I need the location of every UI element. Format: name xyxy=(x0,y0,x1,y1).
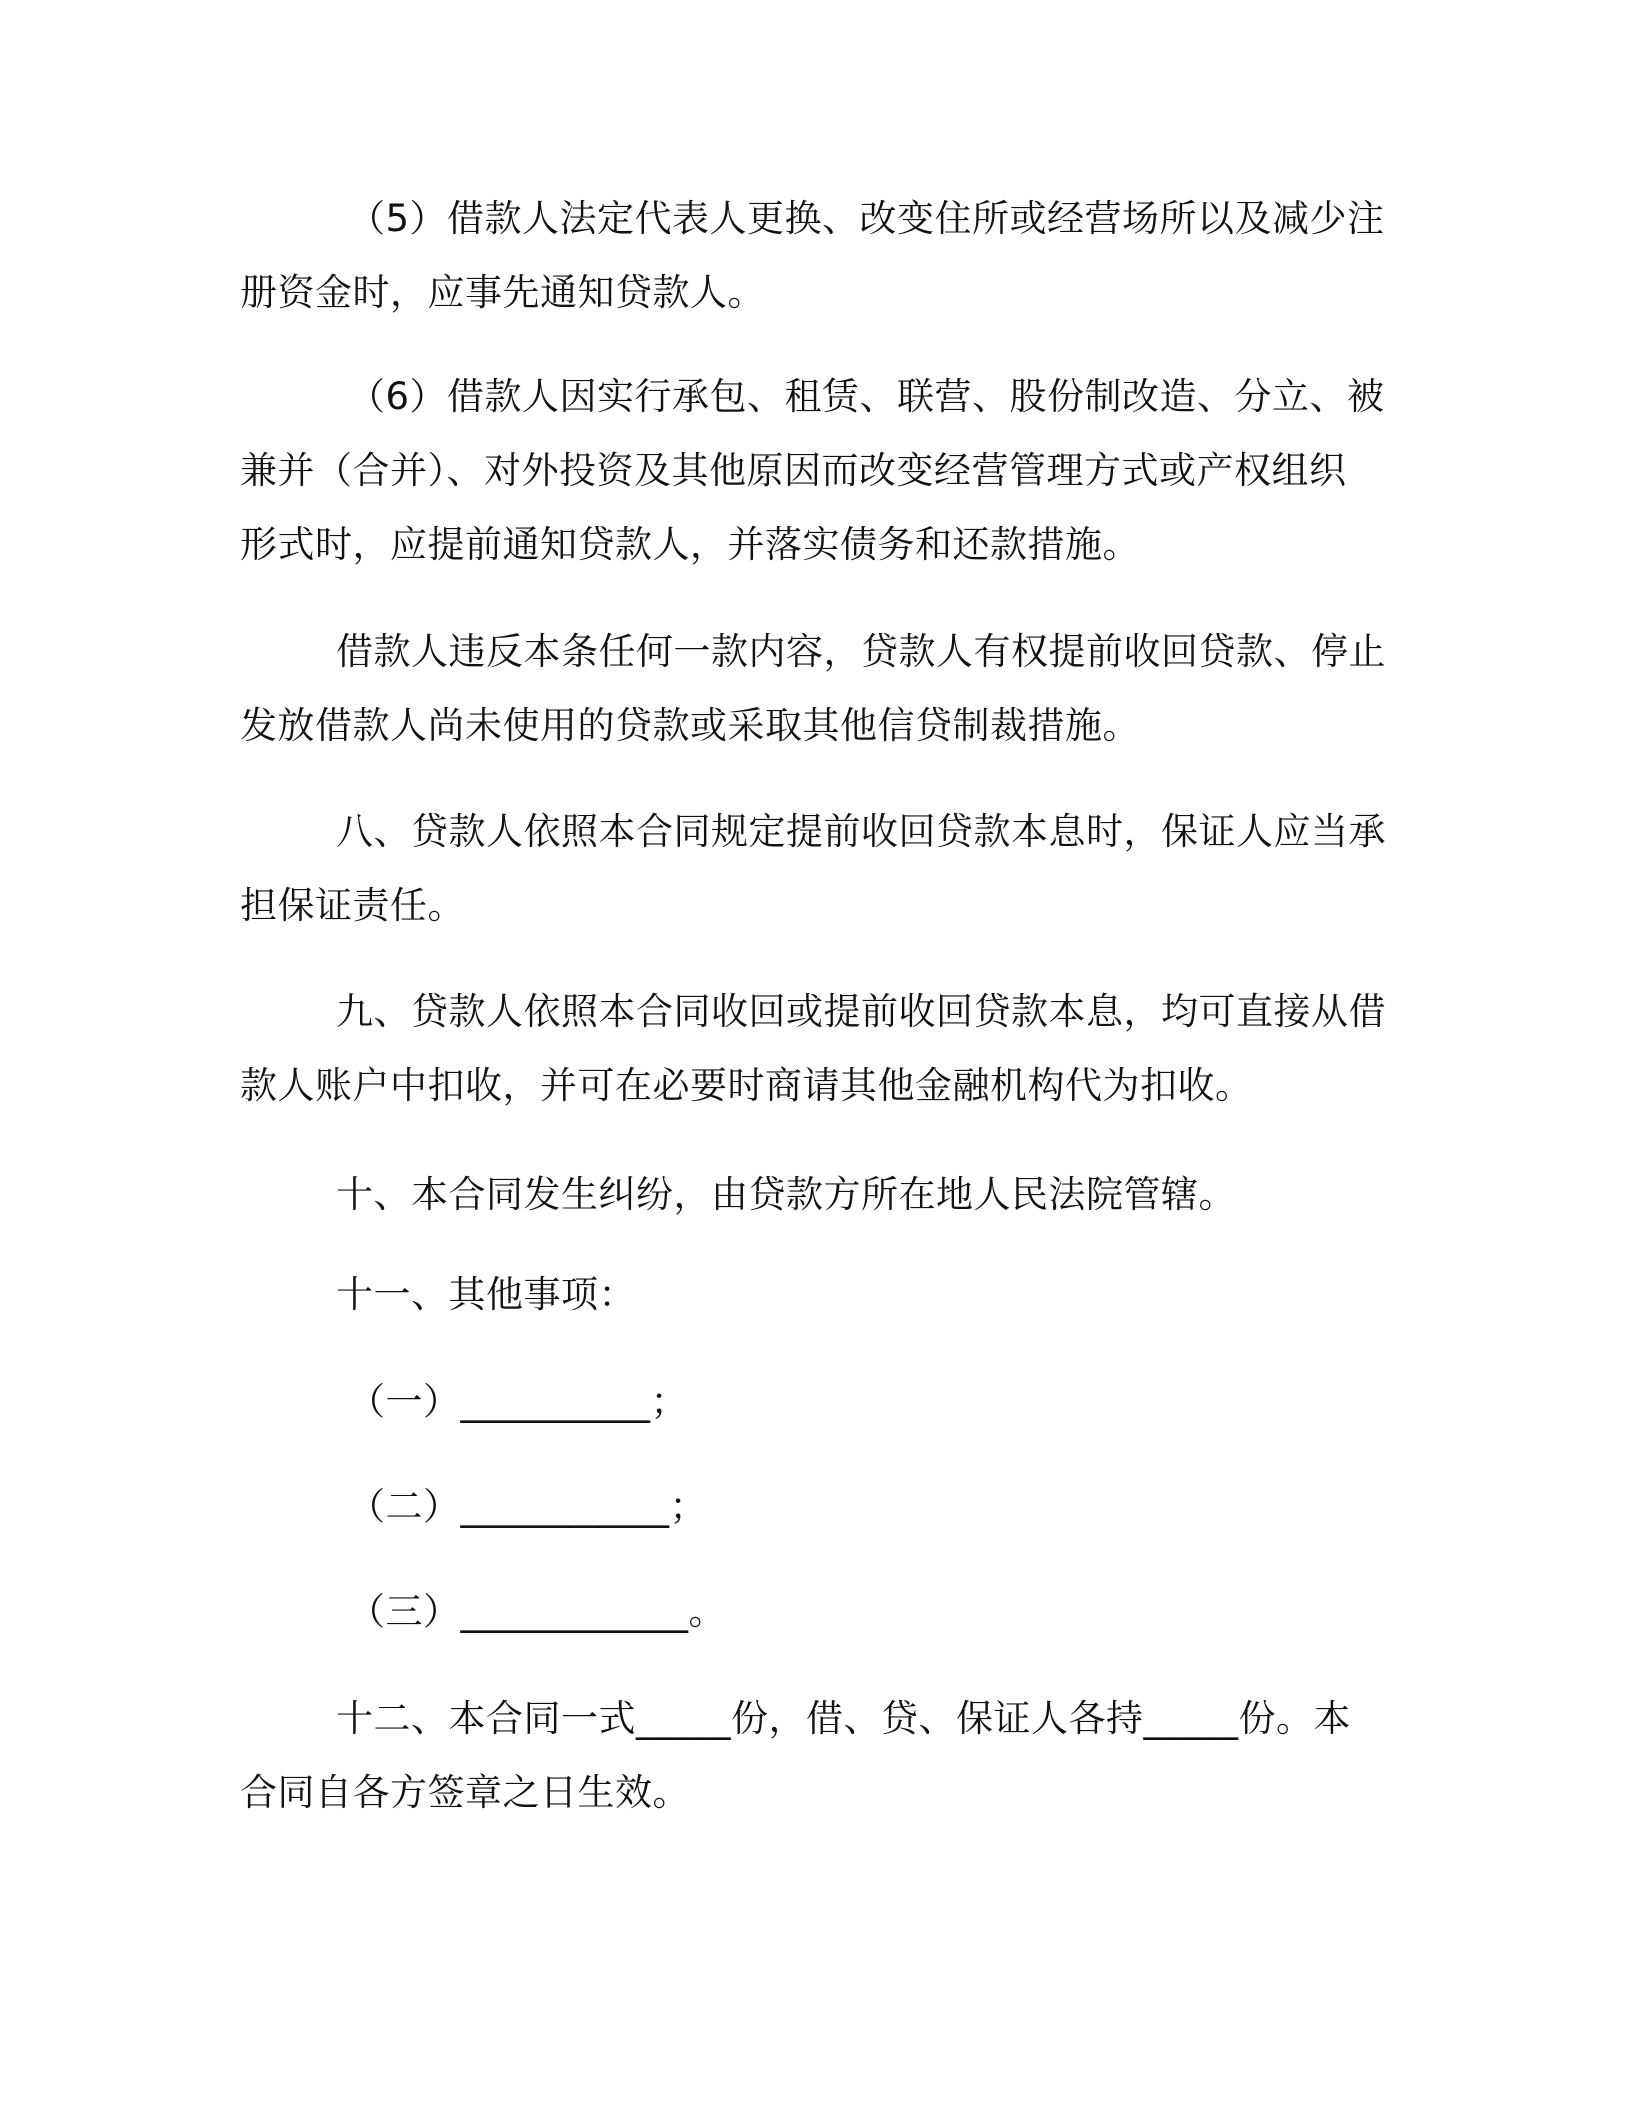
paragraph-line: 九、贷款人依照本合同收回或提前收回贷款本息，均可直接从借 xyxy=(336,990,1386,1033)
paragraph-clause-5 xyxy=(240,182,1390,330)
list-item-other-2 xyxy=(240,1470,1390,1544)
paragraph-line: （二）___________； xyxy=(348,1485,707,1528)
paragraph-article-10 xyxy=(240,1158,1390,1232)
paragraph-line: 发放借款人尚未使用的贷款或采取其他信贷制裁措施。 xyxy=(240,704,1140,747)
paragraph-line: 形式时，应提前通知贷款人，并落实债务和还款措施。 xyxy=(240,523,1140,566)
paragraph-line: 合同自各方签章之日生效。 xyxy=(240,1771,690,1814)
paragraph-line: 借款人违反本条任何一款内容，贷款人有权提前收回贷款、停止 xyxy=(336,630,1386,673)
paragraph-article-11 xyxy=(240,1258,1390,1332)
paragraph-line: 兼并（合并）、对外投资及其他原因而改变经营管理方式或产权组织 xyxy=(240,449,1347,492)
paragraph-article-8 xyxy=(240,795,1390,943)
paragraph-line: （三）____________。 xyxy=(348,1590,726,1633)
paragraph-line: 八、贷款人依照本合同规定提前收回贷款本息时，保证人应当承 xyxy=(336,810,1386,853)
paragraph-line: （一）__________； xyxy=(348,1380,688,1423)
paragraph-line: 十一、其他事项： xyxy=(336,1273,636,1316)
paragraph-violation xyxy=(240,615,1390,763)
list-item-other-1 xyxy=(240,1365,1390,1439)
paragraph-line: 十二、本合同一式_____份，借、贷、保证人各持_____份。本 xyxy=(336,1697,1351,1740)
paragraph-article-9 xyxy=(240,975,1390,1123)
paragraph-clause-6 xyxy=(240,360,1390,582)
list-item-other-3 xyxy=(240,1575,1390,1649)
paragraph-line: （5）借款人法定代表人更换、改变住所或经营场所以及减少注 xyxy=(348,197,1385,240)
paragraph-line: 册资金时，应事先通知贷款人。 xyxy=(240,271,765,314)
paragraph-line: 十、本合同发生纠纷，由贷款方所在地人民法院管辖。 xyxy=(336,1173,1236,1216)
paragraph-line: （6）借款人因实行承包、租赁、联营、股份制改造、分立、被 xyxy=(348,375,1385,418)
paragraph-line: 担保证责任。 xyxy=(240,884,465,927)
paragraph-article-12 xyxy=(240,1682,1390,1830)
paragraph-line: 款人账户中扣收，并可在必要时商请其他金融机构代为扣收。 xyxy=(240,1064,1253,1107)
